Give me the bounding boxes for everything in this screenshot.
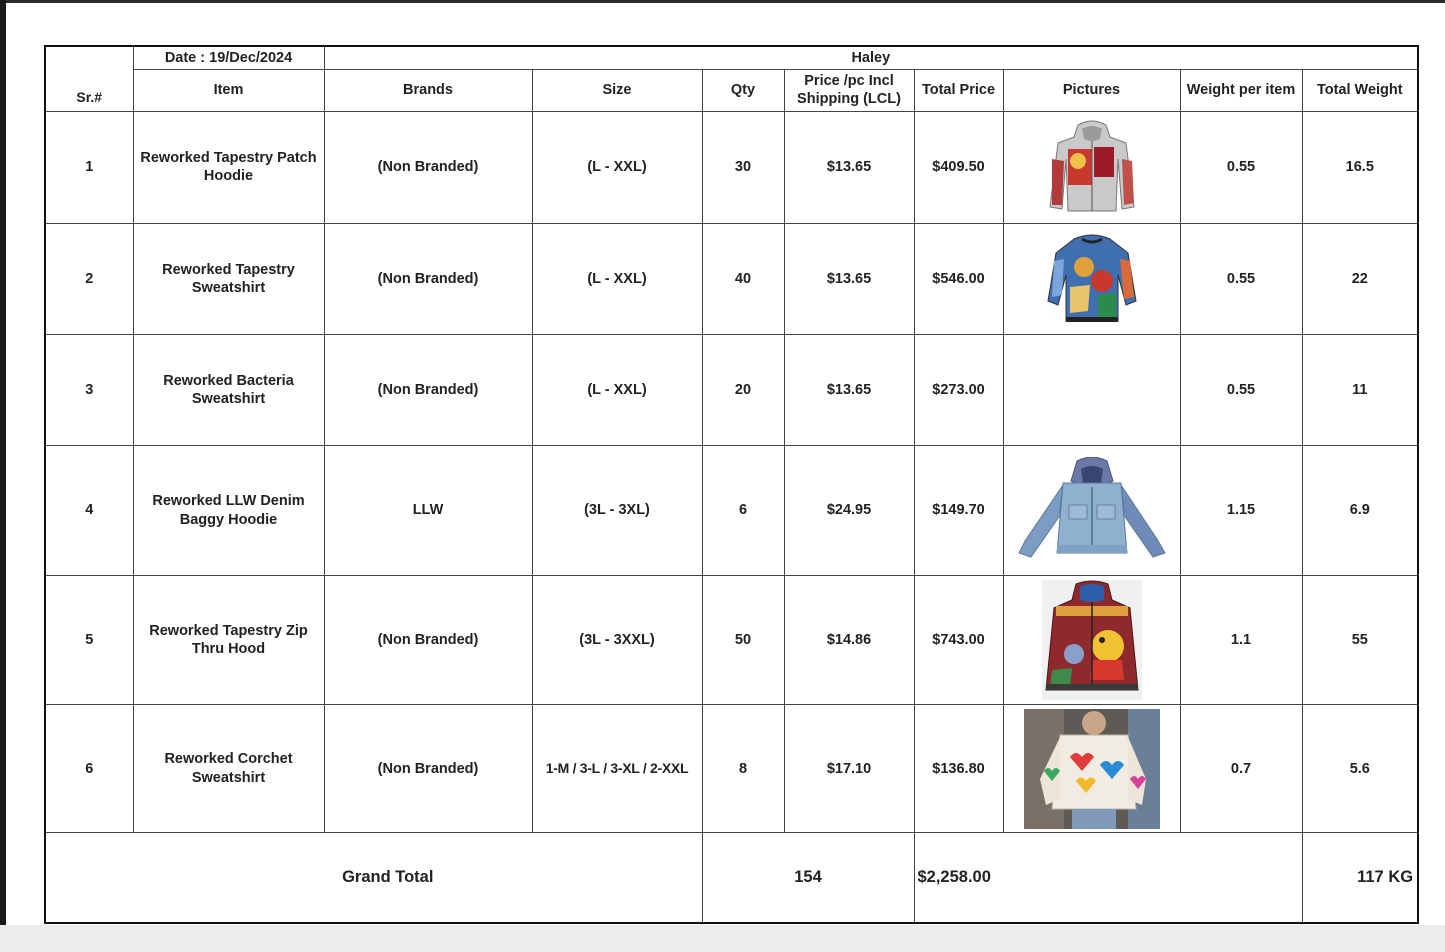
- total-cell: $409.50: [914, 111, 1003, 223]
- price-header: [784, 69, 914, 111]
- weight-cell: 0.55: [1180, 111, 1302, 223]
- price-cell: $13.65: [784, 223, 914, 334]
- table-row: [45, 446, 1418, 575]
- gray-red-patch-hoodie-icon: [1044, 119, 1140, 215]
- picture-cell: [1003, 111, 1180, 223]
- sr-cell: 1: [45, 111, 133, 223]
- qty-cell: 8: [702, 704, 784, 832]
- sr-cell: 3: [45, 335, 133, 446]
- sr-cell: 4: [45, 446, 133, 575]
- grand-total-qty: 154: [702, 833, 914, 923]
- window-top-edge: [0, 0, 1445, 3]
- brand-cell: (Non Branded): [324, 111, 532, 223]
- total-weight-cell: 22: [1302, 223, 1418, 334]
- total-cell: $136.80: [914, 704, 1003, 832]
- brand-cell: (Non Branded): [324, 223, 532, 334]
- price-header-line2: Shipping (LCL): [797, 91, 901, 108]
- table-row: [45, 575, 1418, 704]
- item-line: Thru Hood: [191, 640, 266, 657]
- size-cell: (L - XXL): [532, 111, 702, 223]
- window-left-edge: [0, 0, 6, 952]
- item-cell: [133, 446, 324, 575]
- brand-cell: (Non Branded): [324, 335, 532, 446]
- sr-cell: 2: [45, 223, 133, 334]
- qty-cell: 50: [702, 575, 784, 704]
- size-cell: (3L - 3XL): [532, 446, 702, 575]
- item-cell: [133, 111, 324, 223]
- total-weight-cell: 11: [1302, 335, 1418, 446]
- sr-cell: 6: [45, 704, 133, 832]
- sr-header: [45, 46, 133, 111]
- item-line: Reworked Tapestry: [162, 261, 295, 278]
- weight-cell: 0.7: [1180, 704, 1302, 832]
- brand-cell: (Non Branded): [324, 575, 532, 704]
- picture-cell: [1003, 446, 1180, 575]
- header-row-2: [45, 69, 1418, 111]
- total-weight-cell: 16.5: [1302, 111, 1418, 223]
- table-row: [45, 223, 1418, 334]
- grand-total-weight: 117 KG: [1302, 833, 1418, 923]
- price-cell: $14.86: [784, 575, 914, 704]
- item-line: Reworked Corchet: [164, 751, 293, 768]
- qty-cell: 20: [702, 335, 784, 446]
- item-line: Reworked LLW Denim: [152, 493, 305, 510]
- price-header-line1: Price /pc Incl: [804, 72, 894, 89]
- qty-cell: 40: [702, 223, 784, 334]
- weight-cell: 0.55: [1180, 335, 1302, 446]
- item-line: Baggy Hoodie: [179, 511, 278, 528]
- size-cell: (3L - 3XXL): [532, 575, 702, 704]
- price-cell: $13.65: [784, 111, 914, 223]
- item-line: Hoodie: [203, 168, 254, 185]
- brands-header: Brands: [324, 69, 532, 111]
- window-bottom-band: [0, 925, 1445, 952]
- total-weight-cell: 55: [1302, 575, 1418, 704]
- qty-cell: 30: [702, 111, 784, 223]
- price-cell: $24.95: [784, 446, 914, 575]
- total-cell: $743.00: [914, 575, 1003, 704]
- item-cell: [133, 223, 324, 334]
- price-cell: $17.10: [784, 704, 914, 832]
- item-line: Sweatshirt: [191, 391, 266, 408]
- table-row: [45, 335, 1418, 446]
- item-cell: [133, 575, 324, 704]
- customer-cell: Haley: [324, 46, 1418, 69]
- grand-total-price: $2,258.00: [914, 833, 1302, 923]
- size-cell: (L - XXL): [532, 223, 702, 334]
- size-cell: (L - XXL): [532, 335, 702, 446]
- item-header: Item: [133, 69, 324, 111]
- total-cell: $546.00: [914, 223, 1003, 334]
- picture-cell: [1003, 335, 1180, 446]
- pictures-header: Pictures: [1003, 69, 1180, 111]
- total-cell: $273.00: [914, 335, 1003, 446]
- order-table: [44, 45, 1419, 924]
- crochet-heart-sweatshirt-icon: [1024, 709, 1160, 829]
- header-row-1: [45, 46, 1418, 69]
- date-cell: Date : 19/Dec/2024: [133, 46, 324, 69]
- table-row: [45, 704, 1418, 832]
- size-header: Size: [532, 69, 702, 111]
- weight-per-item-header: Weight per item: [1180, 69, 1302, 111]
- weight-cell: 1.1: [1180, 575, 1302, 704]
- picture-cell: [1003, 704, 1180, 832]
- item-line: Reworked Bacteria: [163, 373, 294, 390]
- weight-cell: 0.55: [1180, 223, 1302, 334]
- item-line: Sweatshirt: [191, 769, 266, 786]
- table-row: [45, 111, 1418, 223]
- total-cell: $149.70: [914, 446, 1003, 575]
- item-line: Reworked Tapestry Zip: [149, 622, 308, 639]
- total-weight-header: Total Weight: [1302, 69, 1418, 111]
- tapestry-character-sweatshirt-icon: [1044, 231, 1140, 327]
- size-cell: 1-M / 3-L / 3-XL / 2-XXL: [532, 704, 702, 832]
- price-cell: $13.65: [784, 335, 914, 446]
- denim-hoodie-icon: [1017, 457, 1167, 565]
- item-line: Sweatshirt: [191, 280, 266, 297]
- grand-total-row: [45, 833, 1418, 923]
- grand-total-label: Grand Total: [45, 833, 702, 923]
- item-line: Reworked Tapestry Patch: [140, 150, 317, 167]
- sr-header-label: Sr.#: [76, 88, 103, 105]
- brand-cell: (Non Branded): [324, 704, 532, 832]
- item-cell: [133, 704, 324, 832]
- picture-cell: [1003, 223, 1180, 334]
- item-cell: [133, 335, 324, 446]
- brand-cell: LLW: [324, 446, 532, 575]
- total-weight-cell: 5.6: [1302, 704, 1418, 832]
- total-weight-cell: 6.9: [1302, 446, 1418, 575]
- picture-cell: [1003, 575, 1180, 704]
- pooh-tapestry-zip-hood-icon: [1042, 580, 1142, 700]
- weight-cell: 1.15: [1180, 446, 1302, 575]
- qty-header: Qty: [702, 69, 784, 111]
- qty-cell: 6: [702, 446, 784, 575]
- sr-cell: 5: [45, 575, 133, 704]
- total-price-header: Total Price: [914, 69, 1003, 111]
